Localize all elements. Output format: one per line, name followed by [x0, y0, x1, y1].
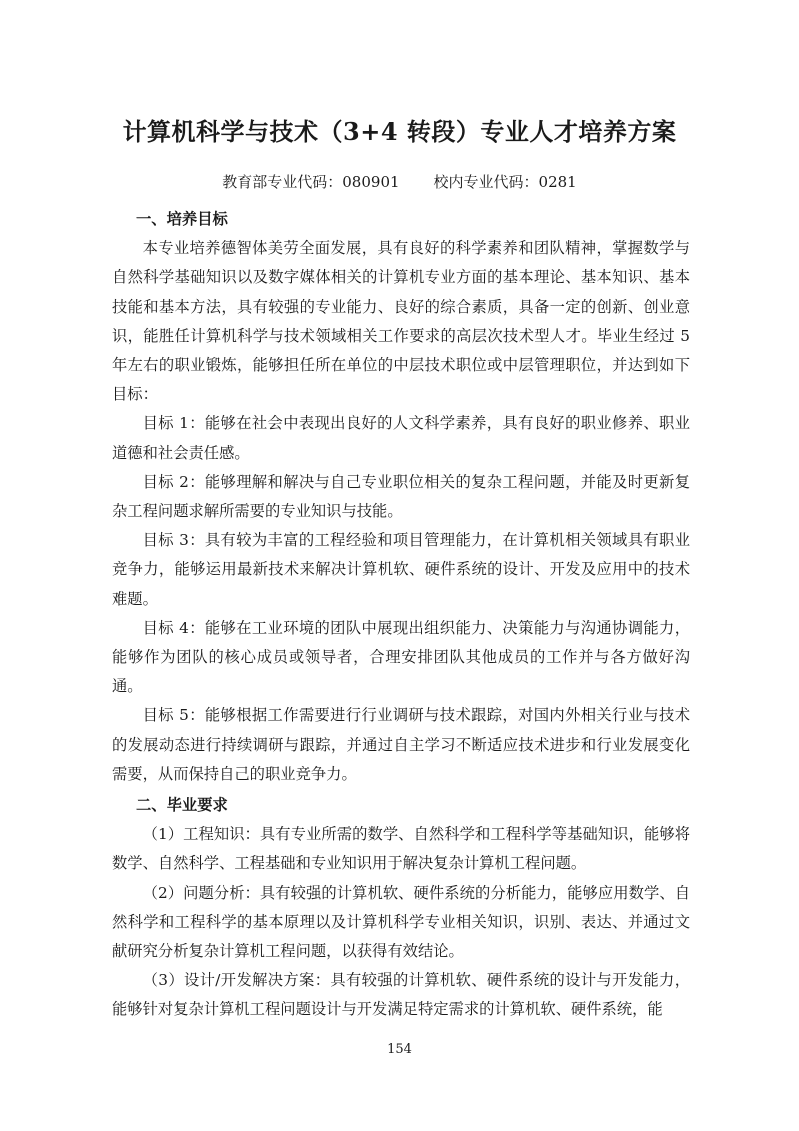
section-heading-graduation-requirements: 二、毕业要求 [136, 796, 228, 815]
objective-1-paragraph: 目标 1：能够在社会中表现出良好的人文科学素养，具有良好的职业修养、职业道德和社会责任感。 [112, 414, 690, 462]
requirement-3-paragraph: （3）设计/开发解决方案：具有较强的计算机软、硬件系统的设计与开发能力，能够针对复杂计算机工程问题设计与开发满足特定需求的计算机软、硬件系统，能 [112, 971, 690, 1019]
section-heading-objectives: 一、培养目标 [136, 210, 228, 228]
document-title: 计算机科学与技术（3+4 转段）专业人才培养方案 [122, 117, 677, 146]
requirement-2-paragraph: （2）问题分析：具有较强的计算机软、硬件系统的分析能力，能够应用数学、自然科学和工程科学的基本原理以及计算机科学专业相关知识，识别、表达、并通过文献研究分析复杂计算机工程问题，以获得有效结论。 [112, 883, 690, 961]
objective-2-paragraph: 目标 2：能够理解和解决与自己专业职位相关的复杂工程问题，并能及时更新复杂工程问题求解所需要的专业知识与技能。 [112, 472, 690, 521]
document-body [112, 205, 690, 1025]
school-major-code: 校内专业代码：0281 [433, 173, 577, 191]
objectives-intro-paragraph: 本专业培养德智体美劳全面发展，具有良好的科学素养和团队精神，掌握数学与自然科学基础知识以及数字媒体相关的计算机专业方面的基本理论、基本知识、基本技能和基本方法，具有较强的专业能力、良好的综合素质，具备一定的创新、创业意识，能胜任计算机科学与技术领域相关工作要求的高层次技术型人才。毕业生经过 5 年左右的职业锻炼，能够担任所在单位的中层技术职位或中层管理职位，并达到如下目标： [112, 239, 690, 404]
major-codes [0, 170, 799, 194]
page-number: 154 [387, 1042, 412, 1057]
requirement-1-paragraph: （1）工程知识：具有专业所需的数学、自然科学和工程科学等基础知识，能够将数学、自然科学、工程基础和专业知识用于解决复杂计算机工程问题。 [112, 825, 690, 873]
objective-5-paragraph: 目标 5：能够根据工作需要进行行业调研与技术跟踪，对国内外相关行业与技术的发展动态进行持续调研与跟踪，并通过自主学习不断适应技术进步和行业发展变化需要，从而保持自己的职业竞争力。 [112, 706, 690, 783]
objective-4-paragraph: 目标 4：能够在工业环境的团队中展现出组织能力、决策能力与沟通协调能力，能够作为团队的核心成员或领导者，合理安排团队其他成员的工作并与各方做好沟通。 [112, 618, 690, 696]
objective-3-paragraph: 目标 3：具有较为丰富的工程经验和项目管理能力，在计算机相关领域具有职业竞争力，能够运用最新技术来解决计算机软、硬件系统的设计、开发及应用中的技术难题。 [112, 531, 690, 608]
ministry-major-code: 教育部专业代码：080901 [222, 173, 400, 191]
